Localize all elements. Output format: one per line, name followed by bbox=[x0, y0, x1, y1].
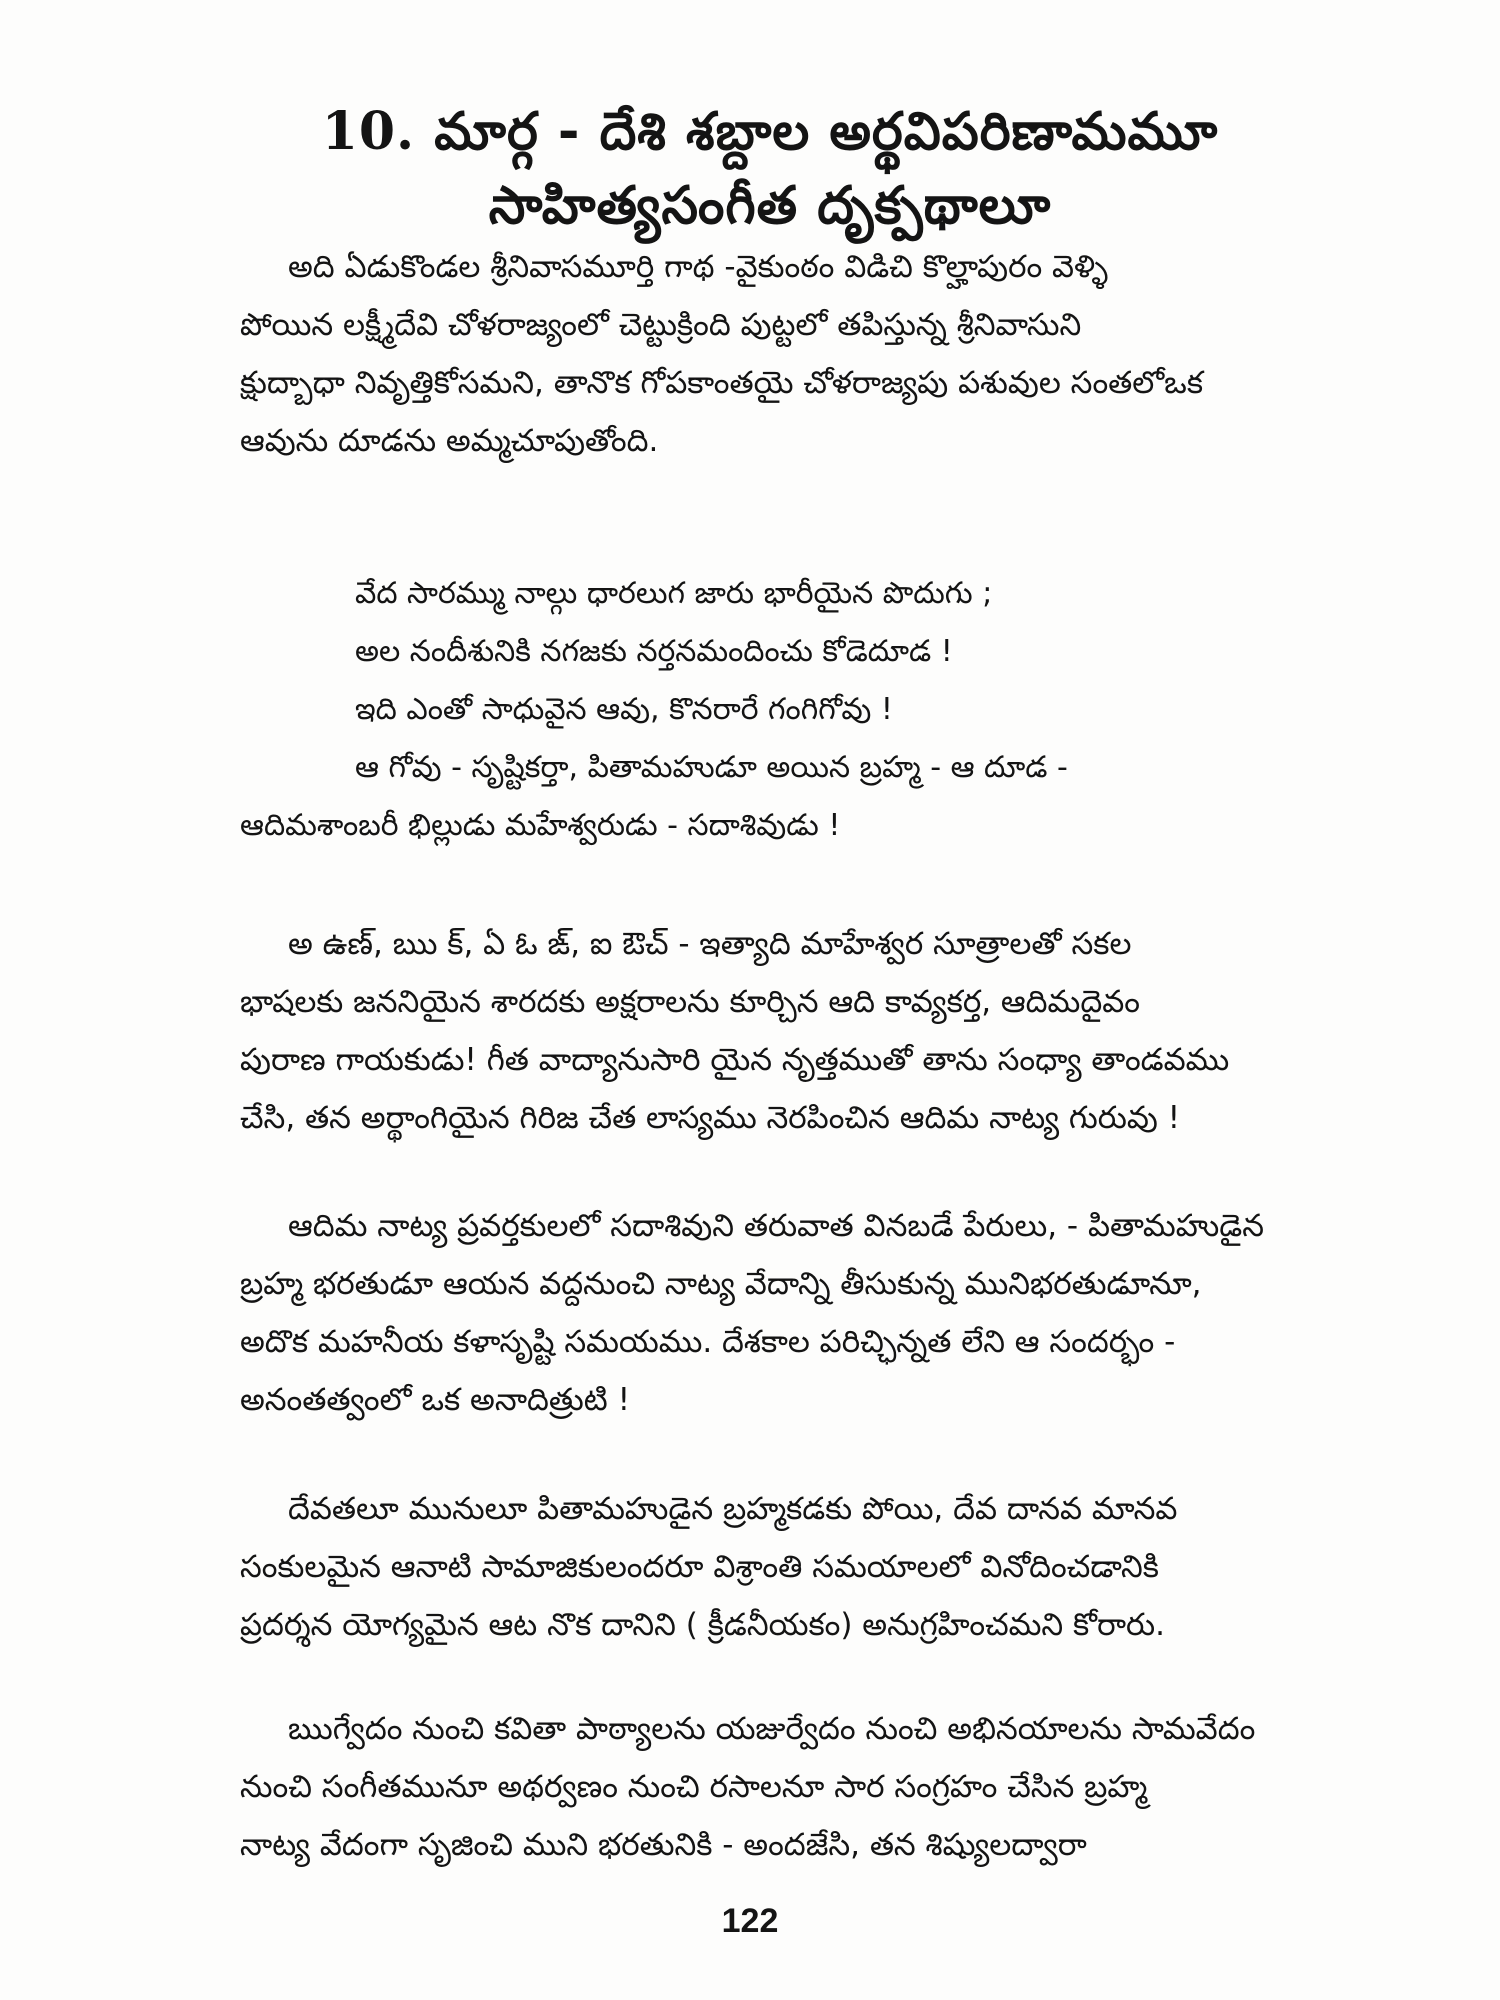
paragraph-line: ఋగ్వేదం నుంచి కవితా పాఠ్యాలను యజుర్వేదం నుంచి అభినయాలను సామవేదం bbox=[288, 1711, 1256, 1747]
chapter-title-line-1 bbox=[240, 95, 1300, 169]
chapter-title-line-2: సాహిత్యసంగీత దృక్పథాలూ bbox=[488, 176, 1052, 236]
paragraph-line: క్షుద్బాధా నివృత్తికోసమని, తానొక గోపకాంతయై చోళరాజ్యపు పశువుల సంతలోఒక bbox=[240, 365, 1204, 401]
paragraph-line: అదొక మహనీయ కళాసృష్టి సమయము. దేశకాల పరిచ్ఛిన్నత లేని ఆ సందర్భం - bbox=[240, 1324, 1176, 1360]
paragraph-line: చేసి, తన అర్థాంగియైన గిరిజ చేత లాస్యము నెరపించిన ఆదిమ నాట్య గురువు ! bbox=[240, 1100, 1181, 1136]
paragraph-line: భాషలకు జననియైన శారదకు అక్షరాలను కూర్చిన ఆది కావ్యకర్త, ఆదిమదైవం bbox=[240, 984, 1140, 1020]
chapter-title-text-1: మార్గ - దేశి శబ్దాల అర్థవిపరిణామమూ bbox=[434, 102, 1219, 162]
paragraph-line: సంకులమైన ఆనాటి సామాజికులందరూ విశ్రాంతి సమయాలలో వినోదించడానికి bbox=[240, 1549, 1159, 1585]
paragraph-line: ఆవును దూడను అమ్మచూపుతోంది. bbox=[240, 423, 659, 459]
page-number: 122 bbox=[721, 1902, 779, 1940]
paragraph-5 bbox=[240, 1700, 1270, 1874]
paragraph-line: అది ఏడుకొండల శ్రీనివాసమూర్తి గాథ -వైకుంఠం విడిచి కొల్హాపురం వెళ్ళి bbox=[288, 249, 1109, 285]
verse-line: అల నందీశునికి నగజకు నర్తనమందించు కోడెదూడ ! bbox=[355, 634, 953, 669]
paragraph-line: పోయిన లక్ష్మీదేవి చోళరాజ్యంలో చెట్టుక్రింది పుట్టలో తపిస్తున్న శ్రీనివాసుని bbox=[240, 307, 1082, 343]
verse-line: ఆ గోవు - సృష్టికర్తా, పితామహుడూ అయిన బ్రహ్మ - ఆ దూడ - bbox=[355, 750, 1068, 785]
paragraph-line: పురాణ గాయకుడు! గీత వాద్యానుసారి యైన నృత్తముతో తాను సంధ్యా తాండవము bbox=[240, 1042, 1230, 1078]
verse-line: ఇది ఎంతో సాధువైన ఆవు, కొనరారే గంగిగోవు ! bbox=[355, 692, 893, 727]
verse-tail: ఆదిమశాంబరీ భిల్లుడు మహేశ్వరుడు - సదాశివుడు ! bbox=[240, 808, 841, 843]
paragraph-line: అ ఉణ్, ఋ క్, ఏ ఓ ఙ్, ఐ ఔచ్ - ఇత్యాది మాహేశ్వర సూత్రాలతో సకల bbox=[288, 926, 1132, 962]
paragraph-line: ప్రదర్శన యోగ్యమైన ఆట నొక దానిని ( క్రీడనీయకం) అనుగ్రహించమని కోరారు. bbox=[240, 1607, 1165, 1643]
verse-line: వేద సారమ్ము నాల్గు ధారలుగ జారు భారీయైన పొదుగు ; bbox=[355, 576, 993, 611]
paragraph-line: అనంతత్వంలో ఒక అనాదిత్రుటి ! bbox=[240, 1382, 630, 1418]
paragraph-1 bbox=[240, 238, 1270, 470]
verse-block bbox=[355, 565, 1235, 797]
paragraph-3 bbox=[240, 1197, 1270, 1429]
paragraph-line: నుంచి సంగీతమునూ అథర్వణం నుంచి రసాలనూ సార సంగ్రహం చేసిన బ్రహ్మ bbox=[240, 1769, 1148, 1805]
paragraph-2 bbox=[240, 915, 1270, 1147]
paragraph-4 bbox=[240, 1480, 1270, 1654]
paragraph-line: ఆదిమ నాట్య ప్రవర్తకులలో సదాశివుని తరువాత వినబడే పేరులు, - పితామహుడైన bbox=[288, 1208, 1264, 1244]
paragraph-line: నాట్య వేదంగా సృజించి ముని భరతునికి - అందజేసి, తన శిష్యులద్వారా bbox=[240, 1827, 1087, 1863]
chapter-number: 10. bbox=[321, 101, 416, 162]
paragraph-line: దేవతలూ మునులూ పితామహుడైన బ్రహ్మకడకు పోయి, దేవ దానవ మానవ bbox=[288, 1491, 1178, 1527]
chapter-title bbox=[240, 95, 1300, 243]
paragraph-line: బ్రహ్మ భరతుడూ ఆయన వద్దనుంచి నాట్య వేదాన్ని తీసుకున్న మునిభరతుడూనూ, bbox=[240, 1266, 1202, 1302]
